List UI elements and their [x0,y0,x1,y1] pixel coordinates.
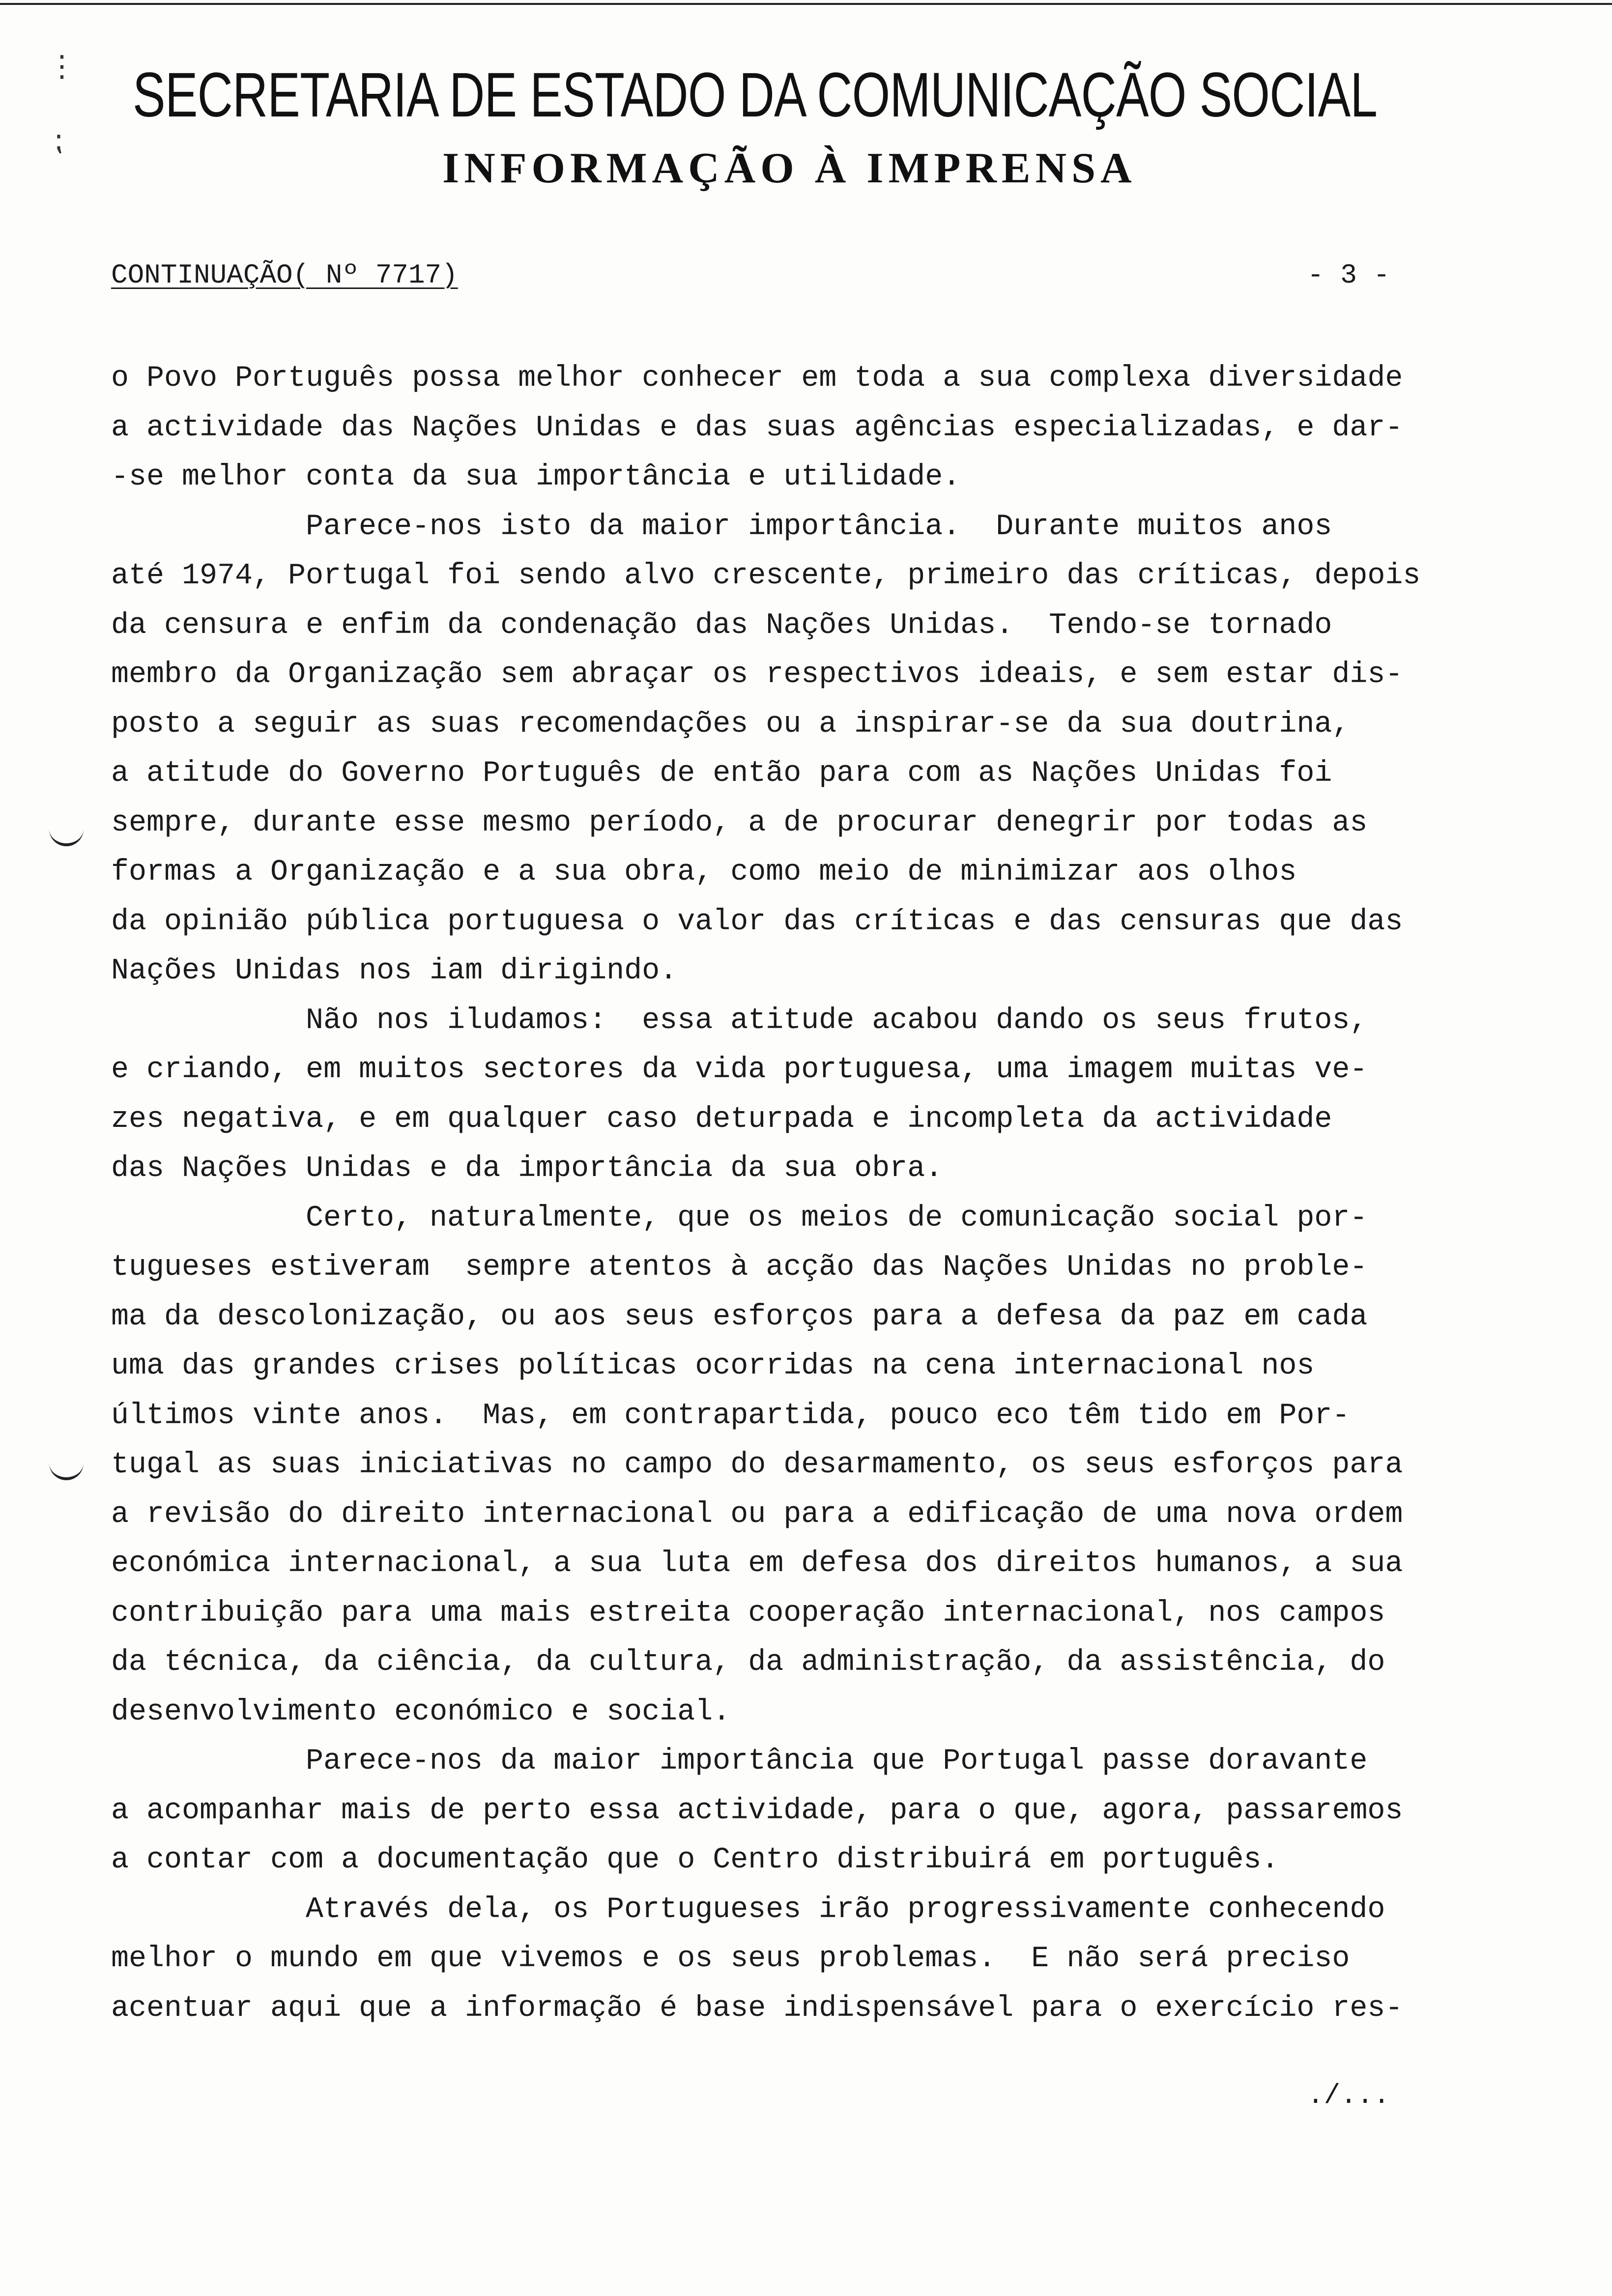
text-line: a actividade das Nações Unidas e das suas agências especializadas, e dar- [111,411,1403,445]
page-number: - 3 - [1307,259,1390,291]
text-line: uma das grandes crises políticas ocorridas na cena internacional nos [111,1349,1315,1383]
text-line: o Povo Português possa melhor conhecer em toda a sua complexa diversidade [111,362,1403,395]
text-line: contribuição para uma mais estreita cooperação internacional, nos campos [111,1596,1385,1630]
text-line: das Nações Unidas e da importância da sua obra. [111,1152,943,1185]
text-line: ma da descolonização, ou aos seus esforços para a defesa da paz em cada [111,1300,1368,1334]
continued-marker: ./... [1307,2080,1390,2111]
text-line: a atitude do Governo Português de então para com as Nações Unidas foi [111,757,1332,790]
paragraph-start-line: Certo, naturalmente, que os meios de comunicação social por- [306,1201,1368,1235]
text-line: a revisão do direito internacional ou para a edificação de uma nova ordem [111,1497,1403,1531]
margin-mark: ⋮ [47,49,77,84]
text-line: membro da Organização sem abraçar os respectivos ideais, e sem estar dis- [111,658,1403,691]
margin-bracket-mark [49,1460,84,1480]
text-line: e criando, em muitos sectores da vida portuguesa, uma imagem muitas ve- [111,1053,1368,1087]
text-line: tugueses estiveram sempre atentos à acção das Nações Unidas no proble- [111,1251,1368,1284]
paragraph-start-line: Parece-nos da maior importância que Portugal passe doravante [306,1745,1368,1778]
paragraph-start-line: Parece-nos isto da maior importância. Durante muitos anos [306,510,1332,544]
text-line: sempre, durante esse mesmo período, a de procurar denegrir por todas as [111,806,1368,840]
margin-mark: ⁏ [53,123,63,157]
top-rule [0,3,1612,5]
text-line: a contar com a documentação que o Centro distribuirá em português. [111,1843,1279,1877]
text-line: da opinião pública portuguesa o valor das críticas e das censuras que das [111,905,1403,939]
text-line: desenvolvimento económico e social. [111,1695,731,1729]
letterhead-subtitle: INFORMAÇÃO À IMPRENSA [442,144,1137,192]
text-line: acentuar aqui que a informação é base indispensável para o exercício res- [111,1991,1403,2025]
text-line: zes negativa, e em qualquer caso deturpada e incompleta da actividade [111,1102,1332,1136]
text-line: melhor o mundo em que vivemos e os seus problemas. E não será preciso [111,1942,1350,1976]
text-line: a acompanhar mais de perto essa actividade, para o que, agora, passaremos [111,1794,1403,1828]
text-line: formas a Organização e a sua obra, como meio de minimizar aos olhos [111,856,1297,889]
text-line: da censura e enfim da condenação das Nações Unidas. Tendo-se tornado [111,608,1332,642]
text-line: tugal as suas iniciativas no campo do desarmamento, os seus esforços para [111,1448,1403,1482]
body-text [111,354,1566,2033]
continuation-reference: CONTINUAÇÃO( Nº 7717) [111,259,458,291]
text-line: até 1974, Portugal foi sendo alvo crescente, primeiro das críticas, depois [111,559,1421,593]
text-line: Nações Unidas nos iam dirigindo. [111,954,678,988]
paragraph-start-line: Não nos iludamos: essa atitude acabou dando os seus frutos, [306,1004,1368,1037]
margin-bracket-mark [49,826,84,846]
text-line: posto a seguir as suas recomendações ou a inspirar-se da sua doutrina, [111,707,1350,741]
text-line: -se melhor conta da sua importância e utilidade. [111,460,961,494]
text-line: económica internacional, a sua luta em defesa dos direitos humanos, a sua [111,1547,1403,1580]
text-line: últimos vinte anos. Mas, em contrapartida, pouco eco têm tido em Por- [111,1399,1350,1433]
letterhead-title: SECRETARIA DE ESTADO DA COMUNICAÇÃO SOCIAL [133,60,1378,130]
paragraph-start-line: Através dela, os Portugueses irão progressivamente conhecendo [306,1893,1385,1926]
text-line: da técnica, da ciência, da cultura, da administração, da assistência, do [111,1646,1385,1679]
